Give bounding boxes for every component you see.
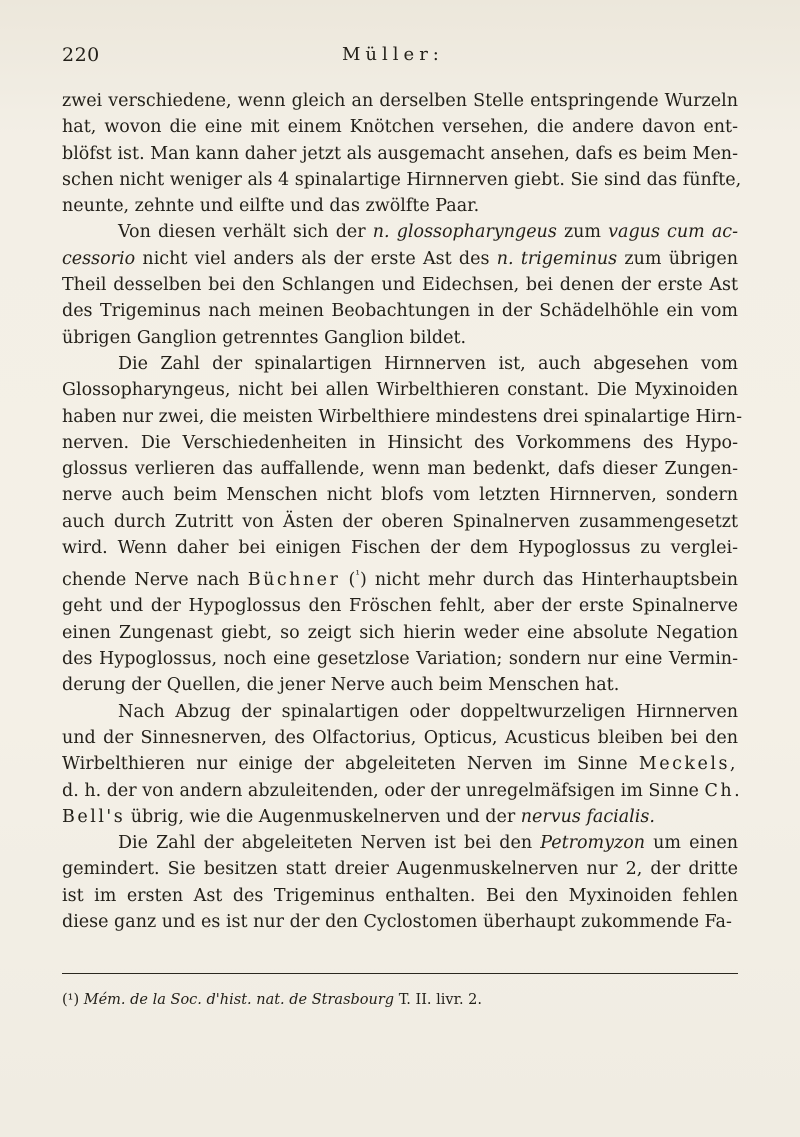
text-run: Nach Abzug der spinalartigen oder doppeltwurzeligen Hirnnerven <box>118 701 738 722</box>
text-line <box>62 699 738 725</box>
text-run: zum <box>556 222 609 243</box>
text-run: chende Nerve nach <box>62 570 248 591</box>
text-run: des Hypoglossus, noch eine gesetzlose Variation; sondern nur eine Vermin- <box>62 649 738 670</box>
text-run: Von diesen verhält sich der <box>118 222 373 243</box>
italic-text: nervus facialis. <box>520 806 655 827</box>
footnote-rule <box>62 973 738 974</box>
text-line <box>62 535 738 561</box>
text-line <box>62 778 743 804</box>
text-line <box>62 620 738 646</box>
page-header <box>62 44 738 74</box>
spaced-name: Bell's <box>62 806 126 827</box>
text-line <box>62 593 738 619</box>
paragraph <box>62 88 742 219</box>
text-line <box>62 298 738 324</box>
paragraph <box>62 830 738 935</box>
text-run: um einen <box>645 833 738 854</box>
text-run: Theil desselben bei den Schlangen und Eidechsen, bei denen der erste Ast <box>62 275 738 296</box>
text-run: Glossopharyngeus, nicht bei allen Wirbelthieren constant. Die Myxinoiden <box>62 380 738 401</box>
text-run: T. II. livr. 2. <box>394 992 482 1008</box>
text-run: gemindert. Sie besitzen statt dreier Augenmuskelnerven nur 2, der dritte <box>62 859 738 880</box>
text-line <box>62 751 738 777</box>
text-line <box>62 672 738 698</box>
text-line <box>62 883 738 909</box>
text-line <box>62 88 738 114</box>
text-run: auch durch Zutritt von Ästen der oberen Spinalnerven zusammengesetzt <box>62 511 738 532</box>
text-run: Wirbelthieren nur einige der abgeleiteten Nerven im Sinne <box>62 754 639 775</box>
text-run: diese ganz und es ist nur der den Cyclostomen überhaupt zukommende Fa- <box>62 912 732 933</box>
text-run: nicht viel anders als der erste Ast des <box>135 248 497 269</box>
text-run: haben nur zwei, die meisten Wirbelthiere mindestens drei spinalartige Hirn- <box>62 406 742 427</box>
text-line <box>62 856 738 882</box>
text-line <box>62 646 738 672</box>
text-run: und der Sinnesnerven, des Olfactorius, Opticus, Acusticus bleiben bei den <box>62 727 738 748</box>
text-run: Die Zahl der abgeleiteten Nerven ist bei den <box>118 833 541 854</box>
text-run: einen Zungenast giebt, so zeigt sich hierin weder eine absolute Negation <box>62 622 738 643</box>
italic-text: n. trigeminus <box>496 248 618 269</box>
footnote <box>62 992 738 1008</box>
text-line <box>62 561 738 593</box>
text-line <box>62 482 738 508</box>
text-run: übrigen Ganglion getrenntes Ganglion bildet. <box>62 327 467 348</box>
text-line <box>62 167 742 193</box>
paragraph <box>62 351 742 699</box>
text-line <box>62 272 738 298</box>
text-run: schen nicht weniger als 4 spinalartige Hirnnerven giebt. Sie sind das fünfte, <box>62 169 742 190</box>
text-run: ¹ <box>355 567 360 582</box>
text-run: wird. Wenn daher bei einigen Fischen der dem Hypoglossus zu verglei- <box>62 538 738 559</box>
text-line <box>62 456 738 482</box>
body-text <box>62 88 743 935</box>
text-line <box>62 351 738 377</box>
italic-text: vagus cum ac- <box>608 222 739 243</box>
text-run: nerve auch beim Menschen nicht blofs vom letzten Hirnnerven, sondern <box>62 485 738 506</box>
text-run: nerven. Die Verschiedenheiten in Hinsicht des Vorkommens des Hypo- <box>62 432 738 453</box>
text-line <box>62 404 742 430</box>
text-run: d. h. der von andern abzuleitenden, oder der unregelmäfsigen im Sinne <box>62 780 705 801</box>
text-run: zum übrigen <box>617 248 738 269</box>
page-number: 220 <box>62 44 100 66</box>
text-line <box>62 430 738 456</box>
text-line <box>62 804 738 830</box>
italic-text: Petromyzon <box>540 833 646 854</box>
text-line <box>62 377 738 403</box>
text-run: glossus verlieren das auffallende, wenn man bedenkt, dafs dieser Zungen- <box>62 459 738 480</box>
text-run: ist im ersten Ast des Trigeminus enthalten. Bei den Myxinoiden fehlen <box>62 885 738 906</box>
text-line <box>62 141 738 167</box>
text-run: geht und der Hypoglossus den Fröschen fehlt, aber der erste Spinalnerve <box>62 596 738 617</box>
text-run: hat, wovon die eine mit einem Knötchen versehen, die andere davon ent- <box>62 117 738 138</box>
text-line <box>62 114 738 140</box>
text-run: blöfst ist. Man kann daher jetzt als ausgemacht ansehen, dafs es beim Men- <box>62 143 738 164</box>
running-head: Müller: <box>342 44 444 65</box>
text-run: (¹) <box>62 992 84 1008</box>
paragraph <box>62 699 743 830</box>
text-line <box>62 219 738 245</box>
text-line <box>62 830 738 856</box>
text-run: des Trigeminus nach meinen Beobachtungen in der Schädelhöhle ein vom <box>62 301 738 322</box>
text-line <box>62 193 738 219</box>
text-line <box>62 246 738 272</box>
text-run: zwei verschiedene, wenn gleich an derselben Stelle entspringende Wurzeln <box>62 91 738 111</box>
spaced-name: Ch. <box>704 780 743 801</box>
text-run: ) nicht mehr durch das Hinterhauptsbein <box>359 570 739 591</box>
spaced-name: Meckels, <box>638 754 738 775</box>
text-run: übrig, wie die Augenmuskelnerven und der <box>125 806 521 827</box>
text-run: derung der Quellen, die jener Nerve auch beim Menschen hat. <box>62 675 620 696</box>
text-line <box>62 325 738 351</box>
paragraph <box>62 219 738 350</box>
italic-text: n. glossopharyngeus <box>372 222 557 243</box>
spaced-name: Büchner <box>247 570 341 591</box>
italic-text: cessorio <box>62 248 136 269</box>
text-run: neunte, zehnte und eilfte und das zwölfte Paar. <box>62 196 480 217</box>
italic-text: Mém. de la Soc. d'hist. nat. de Strasbourg <box>83 992 395 1008</box>
text-line <box>62 509 738 535</box>
text-line <box>62 909 738 935</box>
text-run: ( <box>340 570 356 591</box>
text-run: Die Zahl der spinalartigen Hirnnerven ist, auch abgesehen vom <box>118 353 738 374</box>
text-line <box>62 725 738 751</box>
